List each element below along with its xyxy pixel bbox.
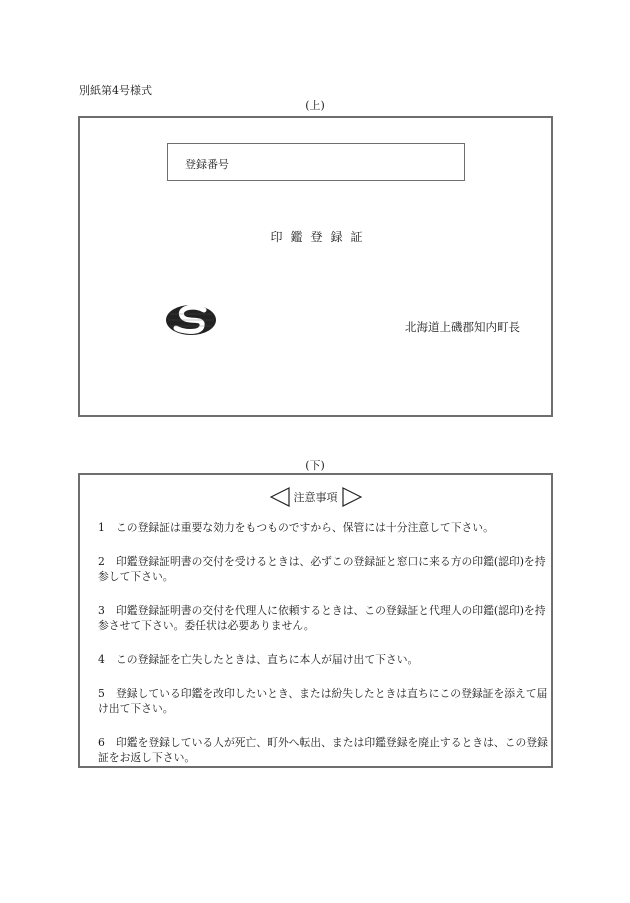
note-number: 2 bbox=[98, 555, 105, 568]
certificate-back bbox=[78, 473, 553, 768]
note-number: 6 bbox=[98, 736, 105, 749]
note-text: 登録している印鑑を改印したいとき、または紛失したときは直ちにこの登録証を添えて届け出て下さい。 bbox=[98, 687, 548, 715]
left-triangle-icon bbox=[270, 487, 290, 507]
registration-number-label: 登録番号 bbox=[185, 158, 229, 171]
note-text: 印鑑登録証明書の交付を受けるときは、必ずこの登録証と窓口に来る方の印鑑(認印)を持参して下さい。 bbox=[98, 555, 546, 583]
right-triangle-icon bbox=[342, 487, 362, 507]
note-item bbox=[98, 603, 548, 633]
note-item bbox=[98, 735, 548, 765]
registration-number-box bbox=[167, 143, 465, 181]
notes-list bbox=[98, 520, 548, 784]
note-item bbox=[98, 554, 548, 584]
note-text: この登録証は重要な効力をもつものですから、保管には十分注意して下さい。 bbox=[116, 521, 494, 534]
note-number: 5 bbox=[98, 687, 105, 700]
notes-title: 注意事項 bbox=[293, 491, 338, 504]
note-item bbox=[98, 652, 548, 667]
note-text: この登録証を亡失したときは、直ちに本人が届け出て下さい。 bbox=[116, 653, 419, 666]
bottom-caption: (下) bbox=[305, 459, 325, 472]
top-caption: (上) bbox=[305, 99, 325, 112]
note-number: 3 bbox=[98, 604, 105, 617]
notes-header bbox=[80, 487, 551, 507]
issuer-name: 北海道上磯郡知内町長 bbox=[405, 320, 520, 334]
certificate-front bbox=[78, 116, 553, 417]
note-number: 1 bbox=[98, 521, 105, 534]
note-number: 4 bbox=[98, 653, 105, 666]
note-text: 印鑑登録証明書の交付を代理人に依頼するときは、この登録証と代理人の印鑑(認印)を持参させて下さい。委任状は必要ありません。 bbox=[98, 604, 546, 632]
town-emblem-icon bbox=[164, 302, 219, 338]
note-text: 印鑑を登録している人が死亡、町外へ転出、または印鑑登録を廃止するときは、この登録証をお返し下さい。 bbox=[98, 736, 548, 764]
note-item bbox=[98, 686, 548, 716]
certificate-title: 印鑑登録証 bbox=[270, 230, 371, 244]
form-label: 別紙第4号様式 bbox=[79, 84, 152, 97]
note-item bbox=[98, 520, 548, 535]
